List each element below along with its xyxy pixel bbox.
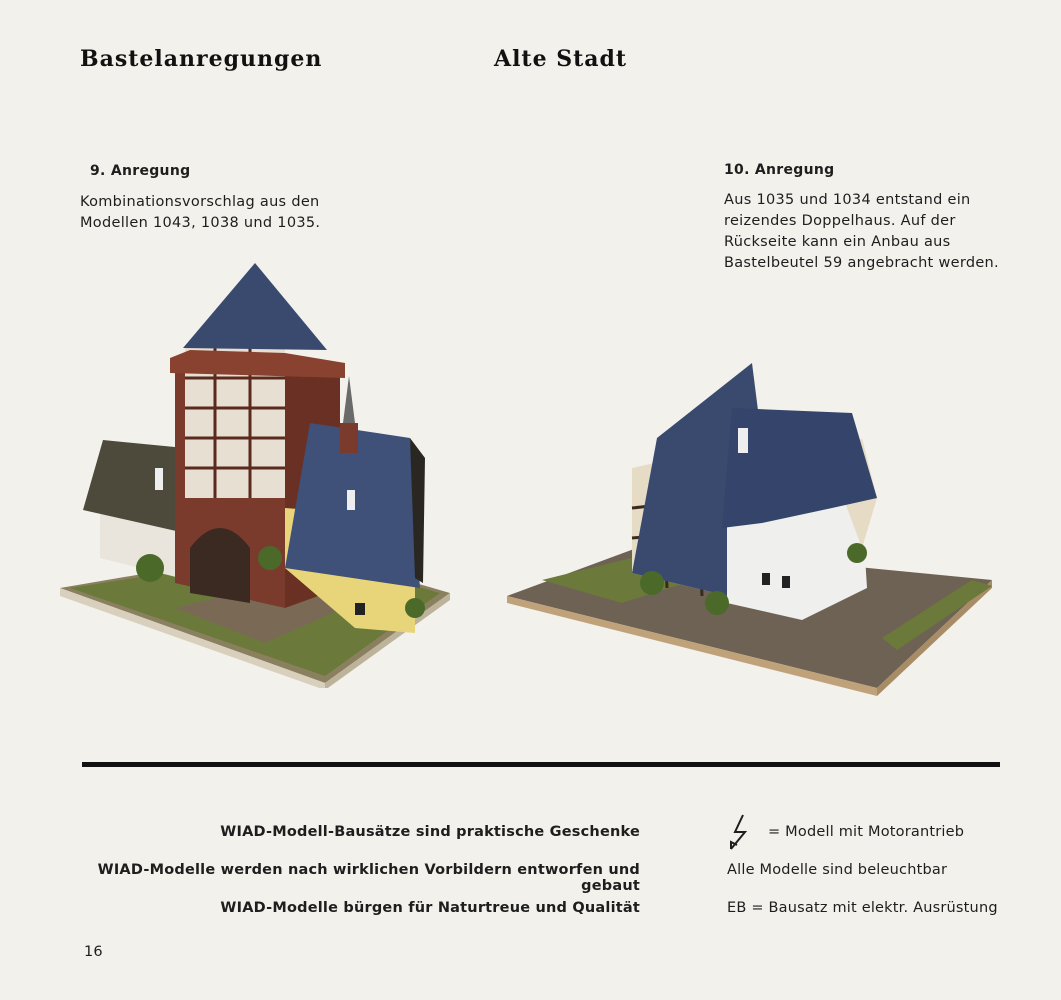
slogan-quality: WIAD-Modelle bürgen für Naturtreue und Qualität xyxy=(220,900,640,916)
suggestion-10-line: Rückseite kann ein Anbau aus xyxy=(724,234,951,250)
legend-motor: = Modell mit Motorantrieb xyxy=(768,824,965,840)
suggestion-10-label: 10. Anregung xyxy=(724,162,835,178)
suggestion-10-text xyxy=(724,190,999,274)
legend-eb: EB = Bausatz mit elektr. Ausrüstung xyxy=(727,900,998,916)
suggestion-9-line: Modellen 1043, 1038 und 1035. xyxy=(80,215,321,231)
page-section-title: Bastelanregungen xyxy=(80,46,323,72)
suggestion-9-line: Kombinationsvorschlag aus den xyxy=(80,194,320,210)
suggestion-10-line: Aus 1035 und 1034 entstand ein xyxy=(724,192,971,208)
slogan-real-models: WIAD-Modelle werden nach wirklichen Vorbildern entworfen und gebaut xyxy=(97,862,640,894)
page-number: 16 xyxy=(84,944,103,960)
double-house-model-image xyxy=(502,358,997,698)
suggestion-10-line: Bastelbeutel 59 angebracht werden. xyxy=(724,255,999,271)
suggestion-10-line: reizendes Doppelhaus. Auf der xyxy=(724,213,956,229)
suggestion-9-label: 9. Anregung xyxy=(90,163,191,179)
legend-lighting: Alle Modelle sind beleuchtbar xyxy=(727,862,948,878)
slogan-gifts: WIAD-Modell-Bausätze sind praktische Geschenke xyxy=(220,824,640,840)
section-divider xyxy=(82,762,1000,767)
suggestion-9-text xyxy=(80,192,320,234)
lightning-bolt-icon xyxy=(726,812,754,852)
tower-gate-model-image xyxy=(55,258,455,688)
page-title: Alte Stadt xyxy=(494,46,628,72)
